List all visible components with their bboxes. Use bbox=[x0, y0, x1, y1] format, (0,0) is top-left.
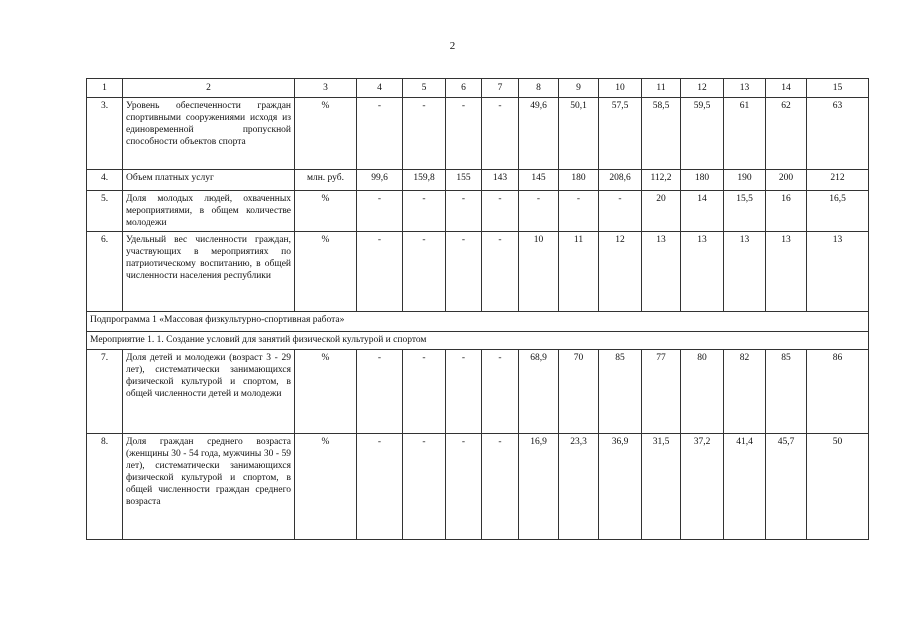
value-cell: - bbox=[446, 191, 482, 232]
value-cell: 143 bbox=[482, 170, 519, 191]
indicator-name-cell: Доля молодых людей, охваченных мероприятиями, в общем количестве молодежи bbox=[123, 191, 295, 232]
value-cell: 112,2 bbox=[642, 170, 681, 191]
value-cell: 23,3 bbox=[559, 434, 599, 540]
column-number-cell: 3 bbox=[295, 79, 357, 98]
table-header-row bbox=[87, 79, 869, 98]
value-cell: - bbox=[599, 191, 642, 232]
value-cell: - bbox=[446, 232, 482, 312]
value-cell: - bbox=[559, 191, 599, 232]
value-cell: - bbox=[357, 98, 403, 170]
value-cell: - bbox=[403, 350, 446, 434]
value-cell: 85 bbox=[599, 350, 642, 434]
value-cell: 13 bbox=[681, 232, 724, 312]
value-cell: 12 bbox=[599, 232, 642, 312]
value-cell: - bbox=[482, 191, 519, 232]
value-cell: 41,4 bbox=[724, 434, 766, 540]
value-cell: 49,6 bbox=[519, 98, 559, 170]
section-row bbox=[87, 332, 869, 350]
value-cell: 70 bbox=[559, 350, 599, 434]
value-cell: 59,5 bbox=[681, 98, 724, 170]
column-number-cell: 6 bbox=[446, 79, 482, 98]
value-cell: - bbox=[357, 191, 403, 232]
value-cell: 36,9 bbox=[599, 434, 642, 540]
value-cell: - bbox=[403, 98, 446, 170]
unit-cell: % bbox=[295, 191, 357, 232]
value-cell: 13 bbox=[807, 232, 869, 312]
value-cell: 13 bbox=[642, 232, 681, 312]
value-cell: 80 bbox=[681, 350, 724, 434]
value-cell: 10 bbox=[519, 232, 559, 312]
value-cell: 61 bbox=[724, 98, 766, 170]
table-row bbox=[87, 232, 869, 312]
value-cell: 16 bbox=[766, 191, 807, 232]
value-cell: - bbox=[446, 98, 482, 170]
row-index-cell: 7. bbox=[87, 350, 123, 434]
value-cell: 14 bbox=[681, 191, 724, 232]
value-cell: 16,9 bbox=[519, 434, 559, 540]
row-index-cell: 3. bbox=[87, 98, 123, 170]
section-title: Подпрограмма 1 «Массовая физкультурно-спортивная работа» bbox=[87, 312, 869, 332]
column-number-cell: 11 bbox=[642, 79, 681, 98]
row-index-cell: 4. bbox=[87, 170, 123, 191]
column-number-cell: 1 bbox=[87, 79, 123, 98]
table-row bbox=[87, 350, 869, 434]
value-cell: 37,2 bbox=[681, 434, 724, 540]
column-number-cell: 2 bbox=[123, 79, 295, 98]
value-cell: 145 bbox=[519, 170, 559, 191]
value-cell: - bbox=[403, 434, 446, 540]
value-cell: 212 bbox=[807, 170, 869, 191]
value-cell: 180 bbox=[559, 170, 599, 191]
indicator-name-cell: Удельный вес численности граждан, участвующих в мероприятиях по патриотическому воспитанию, в общей численности населения республики bbox=[123, 232, 295, 312]
value-cell: 58,5 bbox=[642, 98, 681, 170]
value-cell: 57,5 bbox=[599, 98, 642, 170]
value-cell: 20 bbox=[642, 191, 681, 232]
section-title: Мероприятие 1. 1. Создание условий для занятий физической культурой и спортом bbox=[87, 332, 869, 350]
value-cell: 63 bbox=[807, 98, 869, 170]
value-cell: 85 bbox=[766, 350, 807, 434]
table-row bbox=[87, 170, 869, 191]
column-number-cell: 4 bbox=[357, 79, 403, 98]
value-cell: - bbox=[357, 232, 403, 312]
row-index-cell: 5. bbox=[87, 191, 123, 232]
value-cell: - bbox=[357, 350, 403, 434]
unit-cell: % bbox=[295, 98, 357, 170]
column-number-cell: 5 bbox=[403, 79, 446, 98]
value-cell: 13 bbox=[766, 232, 807, 312]
column-number-cell: 7 bbox=[482, 79, 519, 98]
indicators-table bbox=[86, 78, 869, 540]
value-cell: 31,5 bbox=[642, 434, 681, 540]
column-number-cell: 12 bbox=[681, 79, 724, 98]
column-number-cell: 13 bbox=[724, 79, 766, 98]
indicator-name-cell: Уровень обеспеченности граждан спортивными сооружениями исходя из единовременной пропускной способности объектов спорта bbox=[123, 98, 295, 170]
value-cell: - bbox=[403, 232, 446, 312]
value-cell: 208,6 bbox=[599, 170, 642, 191]
page-number: 2 bbox=[449, 40, 456, 52]
value-cell: 68,9 bbox=[519, 350, 559, 434]
value-cell: 159,8 bbox=[403, 170, 446, 191]
value-cell: - bbox=[357, 434, 403, 540]
value-cell: 16,5 bbox=[807, 191, 869, 232]
column-number-cell: 9 bbox=[559, 79, 599, 98]
value-cell: 62 bbox=[766, 98, 807, 170]
value-cell: 180 bbox=[681, 170, 724, 191]
value-cell: 155 bbox=[446, 170, 482, 191]
column-number-cell: 8 bbox=[519, 79, 559, 98]
column-number-cell: 14 bbox=[766, 79, 807, 98]
row-index-cell: 8. bbox=[87, 434, 123, 540]
value-cell: 190 bbox=[724, 170, 766, 191]
row-index-cell: 6. bbox=[87, 232, 123, 312]
value-cell: 15,5 bbox=[724, 191, 766, 232]
indicator-name-cell: Доля граждан среднего возраста (женщины 30 - 54 года, мужчины 30 - 59 лет), систематически занимающихся физической культурой и спортом, в общей численности граждан среднего возраста bbox=[123, 434, 295, 540]
indicator-name-cell: Объем платных услуг bbox=[123, 170, 295, 191]
column-number-cell: 15 bbox=[807, 79, 869, 98]
value-cell: - bbox=[482, 350, 519, 434]
value-cell: - bbox=[482, 232, 519, 312]
value-cell: 82 bbox=[724, 350, 766, 434]
value-cell: 50 bbox=[807, 434, 869, 540]
value-cell: 13 bbox=[724, 232, 766, 312]
section-row bbox=[87, 312, 869, 332]
value-cell: 99,6 bbox=[357, 170, 403, 191]
value-cell: - bbox=[519, 191, 559, 232]
value-cell: 45,7 bbox=[766, 434, 807, 540]
value-cell: - bbox=[482, 434, 519, 540]
value-cell: 50,1 bbox=[559, 98, 599, 170]
table-row bbox=[87, 191, 869, 232]
value-cell: - bbox=[446, 350, 482, 434]
value-cell: - bbox=[482, 98, 519, 170]
value-cell: 11 bbox=[559, 232, 599, 312]
unit-cell: % bbox=[295, 350, 357, 434]
table-row bbox=[87, 98, 869, 170]
unit-cell: % bbox=[295, 232, 357, 312]
column-number-cell: 10 bbox=[599, 79, 642, 98]
unit-cell: % bbox=[295, 434, 357, 540]
value-cell: 77 bbox=[642, 350, 681, 434]
value-cell: 200 bbox=[766, 170, 807, 191]
table-row bbox=[87, 434, 869, 540]
unit-cell: млн. руб. bbox=[295, 170, 357, 191]
value-cell: - bbox=[446, 434, 482, 540]
value-cell: 86 bbox=[807, 350, 869, 434]
value-cell: - bbox=[403, 191, 446, 232]
indicator-name-cell: Доля детей и молодежи (возраст 3 - 29 лет), систематически занимающихся физической культурой и спортом, в общей численности детей и молодежи bbox=[123, 350, 295, 434]
